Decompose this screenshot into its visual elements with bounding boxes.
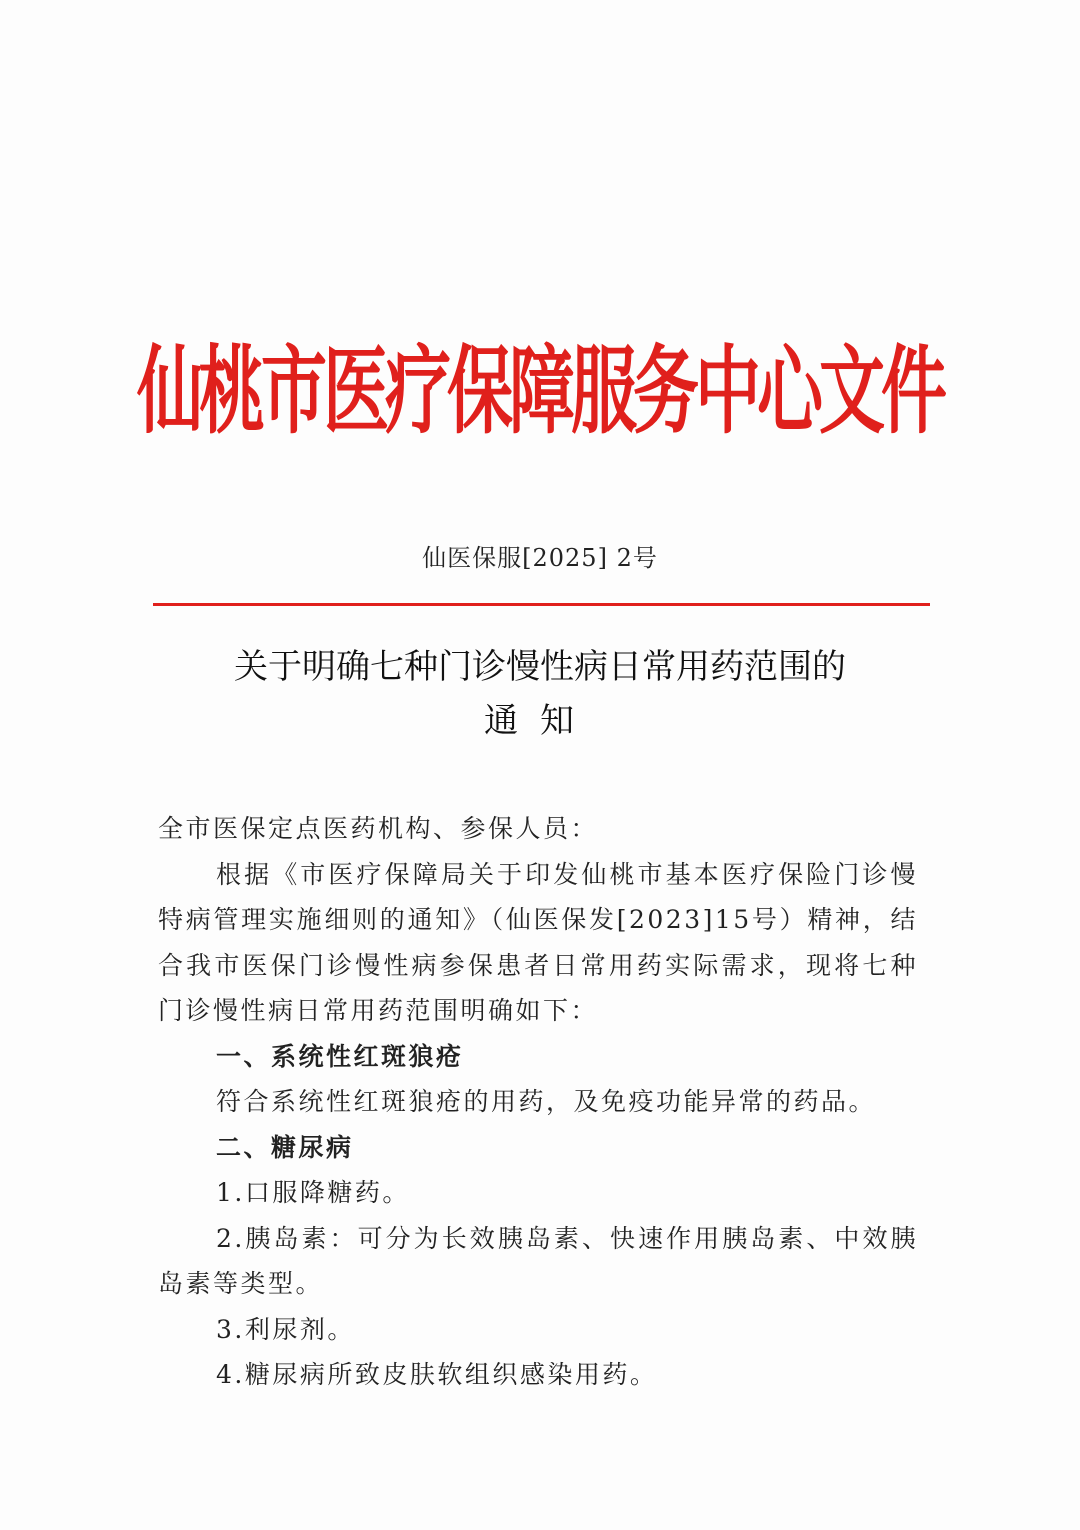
document-number: 仙医保服[2025] 2号 bbox=[422, 544, 658, 572]
section-2-item-3: 3.利尿剂。 bbox=[216, 1314, 355, 1344]
red-divider-line bbox=[153, 603, 930, 606]
section-1-text: 符合系统性红斑狼疮的用药，及免疫功能异常的药品。 bbox=[216, 1087, 877, 1116]
section-2-item-1: 1.口服降糖药。 bbox=[216, 1178, 410, 1207]
section-2-item-2: 2.胰岛素：可分为长效胰岛素、快速作用胰岛素、中效胰岛素等类型。 bbox=[158, 1223, 918, 1298]
title-line-1: 关于明确七种门诊慢性病日常用药范围的 bbox=[234, 647, 846, 687]
salutation: 全市医保定点医药机构、参保人员： bbox=[158, 814, 599, 843]
document-body bbox=[158, 806, 918, 1398]
section-2-item-4: 4.糖尿病所致皮肤软组织感染用药。 bbox=[216, 1360, 658, 1389]
title-line-2: 通知 bbox=[484, 701, 596, 741]
section-2-heading: 二、糖尿病 bbox=[216, 1132, 354, 1162]
red-masthead: 仙桃市医疗保障服务中心文件 bbox=[137, 334, 943, 447]
document-title bbox=[120, 640, 960, 748]
section-1-heading: 一、系统性红斑狼疮 bbox=[216, 1041, 464, 1071]
intro-paragraph: 根据《市医疗保障局关于印发仙桃市基本医疗保险门诊慢特病管理实施细则的通知》（仙医保发[2023]15号）精神，结合我市医保门诊慢性病参保患者日常用药实际需求，现将七种门诊慢性病日常用药范围明确如下： bbox=[158, 859, 918, 1025]
